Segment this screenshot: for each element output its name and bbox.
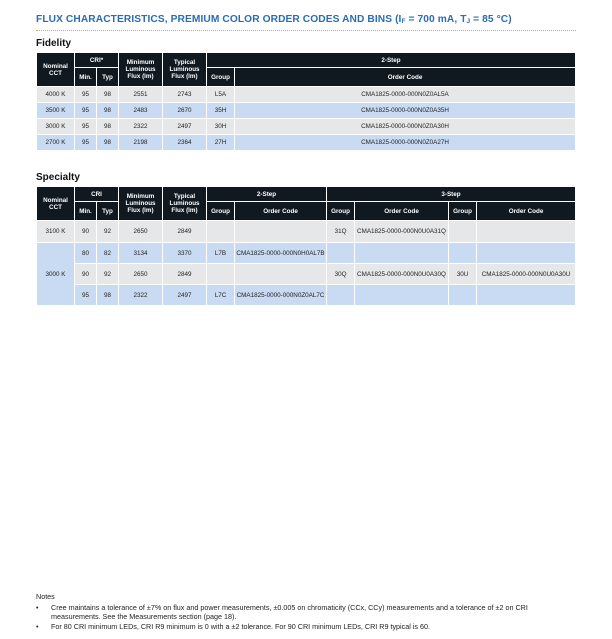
col-group: Group [449, 202, 477, 221]
cell-empty [355, 285, 449, 306]
cell-cri-typ: 98 [97, 285, 119, 306]
cell-cct: 4000 K [37, 87, 75, 103]
cell-min-flux: 2198 [119, 135, 163, 151]
col-cri: CRI* [75, 53, 119, 68]
fidelity-table [36, 52, 576, 151]
cell-order-code: CMA1825-0000-000N0Z0AL7C [235, 285, 327, 306]
table-row [37, 285, 576, 306]
cell-typ-flux: 3370 [163, 243, 207, 264]
table-row [37, 103, 576, 119]
cell-order-code: CMA1825-0000-000N0H0AL7B [235, 243, 327, 264]
cell-empty [235, 264, 327, 285]
col-order-code: Order Code [235, 202, 327, 221]
table-row [37, 135, 576, 151]
col-typ-flux: Typical Luminous Flux (lm) [163, 187, 207, 221]
table-row [37, 264, 576, 285]
cell-typ-flux: 2497 [163, 119, 207, 135]
cell-empty [477, 243, 576, 264]
cell-empty [477, 285, 576, 306]
cell-cri-min: 80 [75, 243, 97, 264]
col-nominal-cct: Nominal CCT [37, 187, 75, 221]
table-row [37, 119, 576, 135]
cell-min-flux: 2322 [119, 119, 163, 135]
bullet-icon: • [36, 622, 39, 631]
cell-empty [327, 243, 355, 264]
cell-group: 30U [449, 264, 477, 285]
col-cri-typ: Typ [97, 202, 119, 221]
cell-order-code: CMA1825-0000-000N0U0A31Q [355, 221, 449, 243]
notes-section [36, 592, 578, 632]
page-title-suffix: = 85 °C) [470, 14, 512, 25]
cell-empty [449, 285, 477, 306]
cell-min-flux: 2483 [119, 103, 163, 119]
cell-order-code: CMA1825-0000-000N0Z0A27H [235, 135, 576, 151]
cell-cct: 2700 K [37, 135, 75, 151]
col-min-flux: Minimum Luminous Flux (lm) [119, 187, 163, 221]
cell-cri-min: 95 [75, 285, 97, 306]
cell-group: L7C [207, 285, 235, 306]
col-three-step: 3-Step [327, 187, 576, 202]
cell-cct: 3000 K [37, 243, 75, 306]
col-group: Group [207, 202, 235, 221]
cell-typ-flux: 2743 [163, 87, 207, 103]
cell-empty [355, 243, 449, 264]
cell-order-code: CMA1825-0000-000N0U0A30Q [355, 264, 449, 285]
cell-min-flux: 3134 [119, 243, 163, 264]
cell-cri-typ: 98 [97, 135, 119, 151]
cell-cri-typ: 98 [97, 87, 119, 103]
title-divider [36, 30, 576, 31]
cell-empty [207, 264, 235, 285]
col-cri-min: Min. [75, 68, 97, 87]
cell-empty [449, 221, 477, 243]
bullet-icon: • [36, 603, 39, 612]
cell-cct: 3000 K [37, 119, 75, 135]
col-group: Group [207, 68, 235, 87]
table-row [37, 87, 576, 103]
col-cri: CRI [75, 187, 119, 202]
cell-empty [327, 285, 355, 306]
cell-typ-flux: 2497 [163, 285, 207, 306]
col-cri-typ: Typ [97, 68, 119, 87]
cell-cri-typ: 82 [97, 243, 119, 264]
cell-group: 35H [207, 103, 235, 119]
cell-group: 30Q [327, 264, 355, 285]
col-order-code: Order Code [477, 202, 576, 221]
notes-title: Notes [36, 592, 55, 601]
cell-min-flux: 2322 [119, 285, 163, 306]
cell-cri-typ: 98 [97, 119, 119, 135]
cell-group: 31Q [327, 221, 355, 243]
cell-cri-typ: 92 [97, 221, 119, 243]
col-cri-min: Min. [75, 202, 97, 221]
cell-min-flux: 2650 [119, 264, 163, 285]
cell-typ-flux: 2670 [163, 103, 207, 119]
col-order-code: Order Code [235, 68, 576, 87]
page-title-middle: = 700 mA, T [405, 14, 467, 25]
cell-cri-typ: 98 [97, 103, 119, 119]
cell-empty [477, 221, 576, 243]
col-two-step: 2-Step [207, 53, 576, 68]
cell-typ-flux: 2849 [163, 221, 207, 243]
fidelity-heading: Fidelity [36, 38, 72, 49]
cell-typ-flux: 2364 [163, 135, 207, 151]
table-row [37, 243, 576, 264]
cell-cct: 3500 K [37, 103, 75, 119]
col-group: Group [327, 202, 355, 221]
page-title [36, 14, 576, 25]
cell-cri-min: 95 [75, 103, 97, 119]
cell-group: L5A [207, 87, 235, 103]
cell-min-flux: 2650 [119, 221, 163, 243]
note-text: Cree maintains a tolerance of ±7% on flux and power measurements, ±0.005 on chromaticity (CCx, CCy) measurements and a tolerance of ±2 on CRI measurements. See the Measurements section (page 18). [51, 603, 528, 621]
cell-empty [207, 221, 235, 243]
cell-group: 30H [207, 119, 235, 135]
col-two-step: 2-Step [207, 187, 327, 202]
table-row [37, 221, 576, 243]
cell-cri-min: 90 [75, 264, 97, 285]
cell-order-code: CMA1825-0000-000N0U0A30U [477, 264, 576, 285]
note-item [36, 622, 578, 631]
cell-cri-min: 95 [75, 119, 97, 135]
cell-typ-flux: 2849 [163, 264, 207, 285]
col-order-code: Order Code [355, 202, 449, 221]
cell-cri-min: 90 [75, 221, 97, 243]
cell-empty [235, 221, 327, 243]
specialty-table [36, 186, 576, 306]
page-title-prefix: FLUX CHARACTERISTICS, PREMIUM COLOR ORDER CODES AND BINS (I [36, 14, 402, 25]
cell-group: 27H [207, 135, 235, 151]
cell-group: L7B [207, 243, 235, 264]
specialty-heading: Specialty [36, 172, 80, 183]
page-title-subscript-j: J [466, 18, 471, 25]
col-nominal-cct: Nominal CCT [37, 53, 75, 87]
page-title-subscript-f: F [401, 18, 406, 25]
cell-order-code: CMA1825-0000-000N0Z0A35H [235, 103, 576, 119]
cell-cri-min: 95 [75, 87, 97, 103]
cell-order-code: CMA1825-0000-000N0Z0A30H [235, 119, 576, 135]
cell-order-code: CMA1825-0000-000N0Z0AL5A [235, 87, 576, 103]
note-item [36, 603, 578, 621]
cell-empty [449, 243, 477, 264]
cell-min-flux: 2551 [119, 87, 163, 103]
col-typ-flux: Typical Luminous Flux (lm) [163, 53, 207, 87]
cell-cri-min: 95 [75, 135, 97, 151]
cell-cct: 3100 K [37, 221, 75, 243]
cell-cri-typ: 92 [97, 264, 119, 285]
col-min-flux: Minimum Luminous Flux (lm) [119, 53, 163, 87]
note-text: For 80 CRI minimum LEDs, CRI R9 minimum is 0 with a ±2 tolerance. For 90 CRI minimum LEDs, CRI R9 typical is 60. [51, 622, 430, 631]
